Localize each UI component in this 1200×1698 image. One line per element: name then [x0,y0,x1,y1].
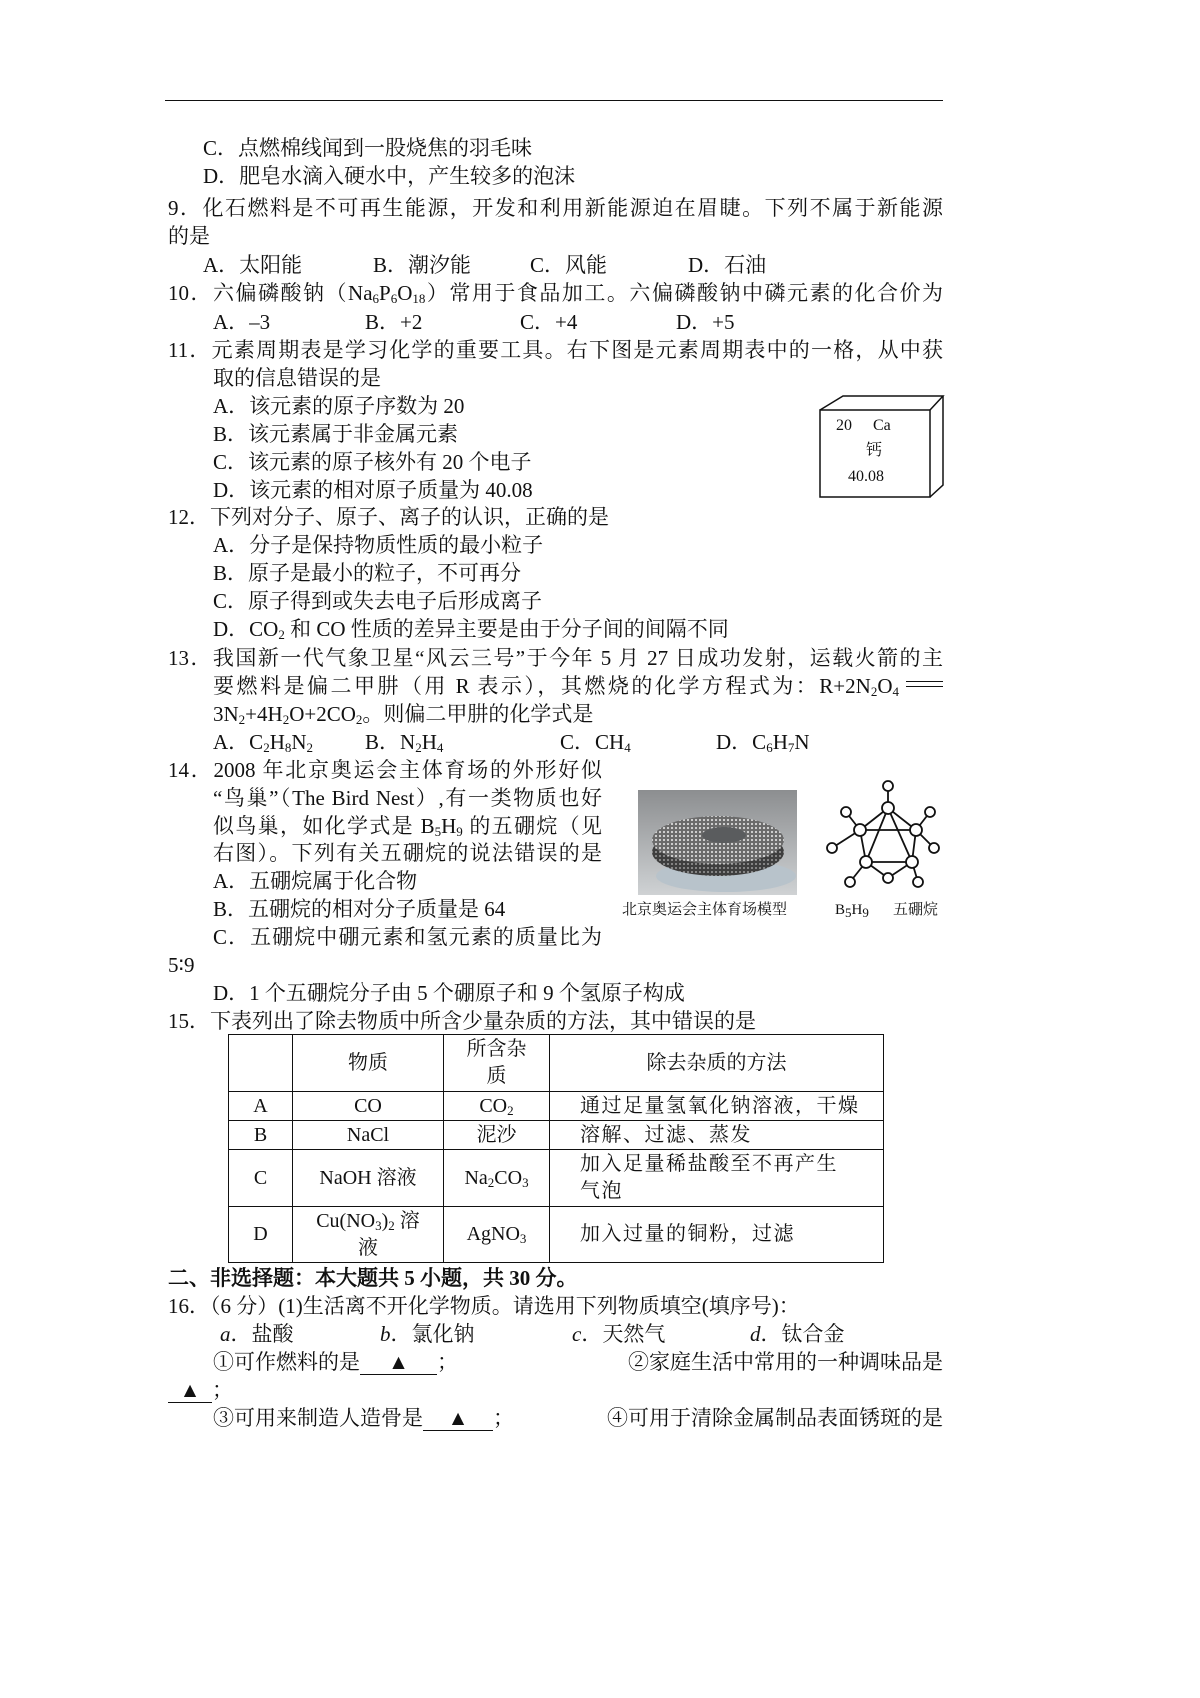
q12-option-d: D．$CO_2$ 和 CO 性质的差异主要是由于分子间的间隔不同 [213,617,729,642]
q13-stem-line1: 13．我国新一代气象卫星“风云三号”于今年 5 月 27 日成功发射，运载火箭的主 [168,646,943,670]
q13-option-a: A．$C_2H_8N_2$ [213,730,314,755]
q14-stem-line2: “鸟巢”（The Bird Nest）,有一类物质也好 [213,786,602,810]
hydrogen-atom [841,807,851,817]
subscript: 6 [390,291,398,306]
q16-item-2: ②家庭生活中常用的一种调味品是 [628,1350,943,1374]
pentaborane-molecule-diagram [822,778,944,890]
option-text: ．钛合金 [760,1322,845,1346]
q14-option-c: C．五硼烷中硼元素和氢元素的质量比为 [213,925,602,949]
subscript: 3 [519,1231,527,1246]
subscript: 3 [522,1174,529,1190]
header-cell-impurity: 所含杂质 [444,1035,550,1092]
option-text: ．天然气 [581,1322,666,1346]
q16-option-a [220,1320,294,1348]
subscript: 2 [263,740,270,755]
subscript: 2 [282,712,290,727]
boron-atom [854,824,866,836]
row-label: A [229,1092,293,1121]
element-atomic-mass: 40.08 [848,468,884,485]
option-text: ．氯化钠 [390,1322,475,1346]
subscript: 5 [434,824,442,839]
subscript: 2 [415,740,422,755]
method-cell: 通过足量氢氧化钠溶液，干燥 [550,1092,884,1121]
subscript: 2 [278,627,285,642]
impurity-cell: $Na_2CO_3$ [444,1150,550,1207]
q16-blank-1: ①可作燃料的是 ▲ ； [213,1350,458,1374]
subscript: 4 [624,740,631,755]
hydrogen-atom [883,873,893,883]
q10-option-c: C．+4 [520,310,578,334]
cube-top-face [820,396,943,410]
hydrogen-atom [925,807,935,817]
boron-atom [882,802,894,814]
q9-option-c: C．风能 [530,253,608,277]
q14-option-a: A．五硼烷属于化合物 [213,869,418,893]
cube-right-face [930,396,943,497]
answer-blank: ▲ [168,1378,212,1403]
q9-stem-line2: 的是 [168,224,210,248]
substance-cell: NaCl [293,1121,444,1150]
q14-stem-line1: 14．2008 年北京奥运会主体育场的外形好似 [168,758,602,782]
row-label: B [229,1121,293,1150]
q10-option-b: B．+2 [365,310,423,334]
hydrogen-atom [883,781,893,791]
q11-option-d: D．该元素的相对原子质量为 40.08 [213,478,533,502]
subscript: 9 [456,824,463,839]
boron-atom [906,856,918,868]
hydrogen-atom [929,843,939,853]
hydrogen-atom [827,843,837,853]
header-cell-blank [229,1035,293,1092]
q16-option-d [750,1320,845,1348]
subscript: 5 [845,905,852,920]
q13-option-d: D．$C_6H_7N$ [716,730,810,755]
q13-stem-line2: 要燃料是偏二甲肼（用 R 表示），其燃烧的化学方程式为：$R+2N_2O_4$ [213,674,899,699]
table-row [229,1207,884,1263]
q12-stem: 12．下列对分子、原子、离子的认识，正确的是 [168,505,609,529]
q14-option-b: B．五硼烷的相对分子质量是 64 [213,897,506,921]
row-label: C [229,1150,293,1207]
subscript: 4 [892,684,899,699]
q14-stem-line4: 右图）。下列有关五硼烷的说法错误的是 [213,841,602,865]
option-letter: c [572,1322,582,1346]
hydrogen-atom [913,877,923,887]
stadium-opening [702,827,746,843]
table-row [229,1150,884,1207]
q16-option-b [380,1320,475,1348]
impurity-cell: $CO_2$ [444,1092,550,1121]
q16-blank-3: ③可用来制造人造骨是 ▲ ； [213,1406,514,1430]
subscript: 2 [238,712,246,727]
equation-equals-sign [906,681,943,687]
header-rule [165,100,943,101]
subscript: 2 [306,740,314,755]
stadium-model-photo [638,790,797,895]
answer-blank: ▲ [360,1350,437,1375]
subscript: 2 [487,1174,495,1190]
boron-atom [860,856,872,868]
q13-option-c: C．$CH_4$ [560,730,631,755]
subscript: 2 [355,712,363,727]
header-cell-method: 除去杂质的方法 [550,1035,884,1092]
boron-atom [910,824,922,836]
molecule-formula-caption: $B_5H_9$ [835,902,869,920]
substance-cell: CO [293,1092,444,1121]
emphasized-text: 不属于 [809,196,878,220]
table-row [229,1092,884,1121]
impurity-cell: AgNO$_3$ [444,1207,550,1263]
subscript: 3 [375,1217,382,1233]
option-letter: b [380,1322,391,1346]
section-title: 二、非选择题：本大题共 5 小题，共 30 分。 [168,1266,578,1290]
q11-stem-line2: 取的信息错误的是 [213,366,381,390]
q16-option-c [572,1320,665,1348]
subscript: 6 [372,291,380,306]
subscript: 7 [787,740,795,755]
q11-option-c: C．该元素的原子核外有 20 个电子 [213,450,532,474]
q11-option-b: B．该元素属于非金属元素 [213,422,459,446]
option-text: ．盐酸 [230,1322,294,1346]
q13-option-b: B．$N_2H_4$ [365,730,444,755]
option-letter: d [750,1322,761,1346]
q8-option-d: D．肥皂水滴入硬水中，产生较多的泡沫 [203,164,576,188]
q14-option-d: D．1 个五硼烷分子由 5 个硼原子和 9 个氢原子构成 [213,981,685,1005]
element-symbol: Ca [873,417,891,434]
q9-option-a: A．太阳能 [203,253,303,277]
q9-option-d: D．石油 [688,253,767,277]
q16-item-4: ④可用于清除金属制品表面锈斑的是 [607,1406,943,1430]
q8-option-c: C．点燃棉线闻到一股烧焦的羽毛味 [203,136,533,160]
element-name: 钙 [866,442,883,459]
element-atomic-number: 20 [836,417,852,434]
q13-stem-line3: $3N_2+4H_2O+2CO_2$。则偏二甲肼的化学式是 [213,702,594,727]
q9-option-b: B．潮汐能 [373,253,472,277]
impurity-cell: 泥沙 [444,1121,550,1150]
subscript: 6 [766,740,773,755]
subscript: 2 [870,684,878,699]
q10-option-d: D．+5 [676,310,735,334]
subscript: 8 [284,740,292,755]
q12-option-a: A．分子是保持物质性质的最小粒子 [213,533,544,557]
answer-blank: ▲ [423,1406,493,1431]
impurity-removal-table [228,1034,884,1263]
q15-stem: 15．下表列出了除去物质中所含少量杂质的方法，其中错误的是 [168,1009,756,1033]
table-row [229,1121,884,1150]
table-header-row [229,1035,884,1092]
q16-blank-2: ▲ ； [168,1376,233,1404]
q16-stem: 16．（6 分）(1)生活离不开化学物质。请选用下列物质填空(填序号)： [168,1294,800,1318]
molecule-name-caption: 五硼烷 [893,902,939,918]
subscript: 2 [388,1217,395,1233]
subscript: 18 [412,291,426,306]
method-cell: 加入过量的铜粉，过滤 [550,1207,884,1263]
subscript: 9 [862,905,869,920]
q14-stem-line3: 似鸟巢，如化学式是 $B_5H_9$ 的五硼烷（见 [213,814,602,839]
substance-cell: $Cu(NO_3)_2$ 溶液 [293,1207,444,1263]
method-cell: 溶解、过滤、蒸发 [550,1121,884,1150]
substance-cell: NaOH 溶液 [293,1150,444,1207]
q14-option-c-continued: 5∶9 [168,953,195,977]
q12-option-c: C．原子得到或失去电子后形成离子 [213,589,543,613]
option-letter: a [220,1322,231,1346]
q10-option-a: A．–3 [213,310,271,334]
stadium-photo-caption: 北京奥运会主体育场模型 [622,902,788,918]
q12-option-b: B．原子是最小的粒子，不可再分 [213,561,522,585]
method-cell: 加入足量稀盐酸至不再产生气泡 [550,1150,884,1207]
q11-stem-line1: 11．元素周期表是学习化学的重要工具。右下图是元素周期表中的一格，从中获 [168,338,943,362]
header-cell-substance: 物质 [293,1035,444,1092]
row-label: D [229,1207,293,1263]
hydrogen-atom [845,877,855,887]
subscript: 2 [507,1102,514,1118]
q10-stem: 10．六偏磷酸钠$(Na_6P_6O_{18})$常用于食品加工。六偏磷酸钠中磷元素的化合价为 [168,281,943,306]
q9-stem-line1: 9．化石燃料是不可再生能源，开发和利用新能源迫在眉睫。下列不属于新能源 [168,196,943,220]
q11-option-a: A．该元素的原子序数为 20 [213,394,465,418]
subscript: 4 [436,740,444,755]
